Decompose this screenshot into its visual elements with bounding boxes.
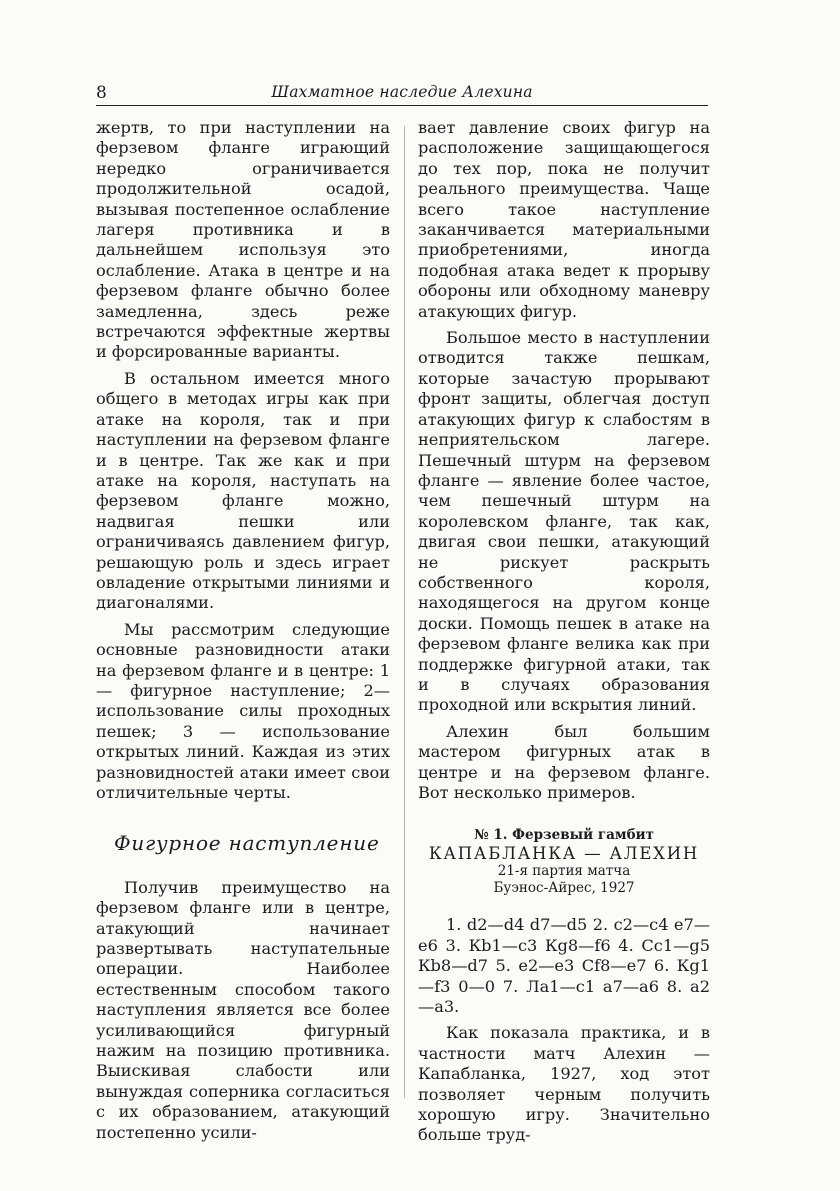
game-moves: 1. d2—d4 d7—d5 2. c2—c4 e7—e6 3. Кb1—c3 Кg8—f6 4. Cc1—g5 Кb8—d7 5. e2—e3 Cf8—e7 6. Кg1—f3 0—0 7. Лa1—c1 a7—a6 8. a2—a3. xyxy=(418,915,710,1017)
paragraph: Мы рассмотрим следующие основные разновидности атаки на ферзевом фланге и в центре: 1 — фигурное наступление; 2— использование силы проходных пешек; 3 — использование открытых линий. Каждая из этих разновидностей атаки имеет свои отличительные черты. xyxy=(96,619,390,802)
paragraph: В остальном имеется много общего в методах игры как при атаке на короля, так и при наступлении на ферзевом фланге и в центре. Так же как и при атаке на короля, наступать на ферзевом фланге можно, надвигая пешки или ограничиваясь давлением фигур, решающую роль и здесь играет овладение открытыми линиями и диагоналями. xyxy=(96,368,390,613)
page-header xyxy=(96,81,708,106)
game-header xyxy=(418,827,710,897)
paragraph: Как показала практика, и в частности матч Алехин — Капабланка, 1927, ход этот позволяет черным получить хорошую игру. Значительно больше труд- xyxy=(418,1023,710,1145)
game-place-year: Буэнос-Айрес, 1927 xyxy=(493,880,635,897)
paragraph: вает давление своих фигур на расположение защищающегося до тех пор, пока не получит реального преимущества. Чаще всего такое наступление заканчивается материальными приобретениями, иногда подобная атака ведет к прорыву обороны или обходному маневру атакующих фигур. xyxy=(418,118,710,321)
section-heading: Фигурное наступление xyxy=(114,831,380,856)
game-round: 21-я партия матча xyxy=(497,863,631,880)
paragraph: Получив преимущество на ферзевом фланге или в центре, атакующий начинает развертывать наступательные операции. Наиболее естественным способом такого наступления является все более усиливающийся фигурный нажим на позицию противника. Выискивая слабости или вынуждая соперника согласиться с их образованием, атакующий постепенно усили- xyxy=(96,877,390,1142)
paragraph: Большое место в наступлении отводится также пешкам, которые зачастую прорывают фронт защиты, облегчая доступ атакующих фигур к слабостям в неприятельском лагере. Пешечный штурм на ферзевом фланге — явление более частое, чем пешечный штурм на королевском фланге, так как, двигая свои пешки, атакующий не рискует раскрыть собственного короля, находящегося на другом конце доски. Помощь пешек в атаке на ферзевом фланге велика как при поддержке фигурной атаки, так и в случаях образования проходной или вскрытия линий. xyxy=(418,328,710,715)
paragraph: жертв, то при наступлении на ферзевом фланге играющий нередко ограничивается продолжительной осадой, вызывая постепенное ослабление лагеря противника и в дальнейшем используя это ослабление. Атака в центре и на ферзевом фланге обычно более замедленна, здесь реже встречаются эффектные жертвы и форсированные варианты. xyxy=(96,118,390,362)
game-players: КАПАБЛАНКА — АЛЕХИН xyxy=(428,844,700,864)
paragraph: Алехин был большим мастером фигурных атак в центре и на ферзевом фланге. Вот несколько примеров. xyxy=(418,721,710,802)
left-column xyxy=(96,118,390,1149)
running-title: Шахматное наследие Алехина xyxy=(271,83,533,101)
column-divider xyxy=(404,126,405,1098)
page-number: 8 xyxy=(96,83,107,103)
right-column xyxy=(418,118,710,1152)
game-title: № 1. Ферзевый гамбит xyxy=(474,827,654,844)
